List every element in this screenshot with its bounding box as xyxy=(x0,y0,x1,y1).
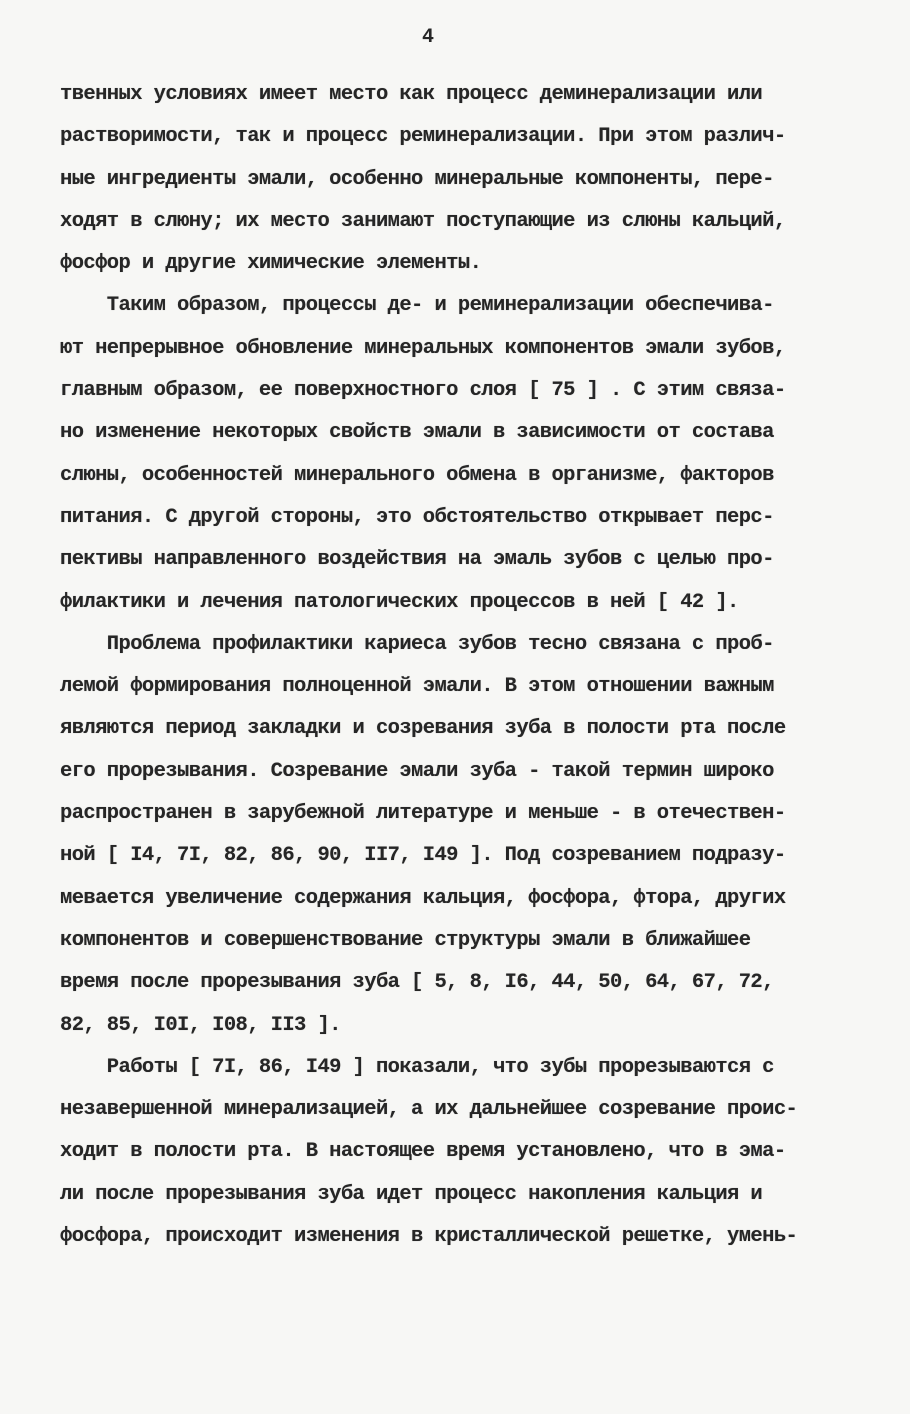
body-text xyxy=(60,74,860,1258)
text-line: лемой формирования полноценной эмали. В этом отношении важным xyxy=(60,675,774,699)
text-line: фосфора, происходит изменения в кристаллической решетке, умень- xyxy=(60,1225,798,1249)
text-line: незавершенной минерализацией, а их дальнейшее созревание проис- xyxy=(60,1098,798,1122)
text-line: компонентов и совершенствование структуры эмали в ближайшее xyxy=(60,928,751,952)
text-line: являются период закладки и созревания зуба в полости рта после xyxy=(60,717,786,741)
text-line: ные ингредиенты эмали, особенно минеральные компоненты, пере- xyxy=(60,167,774,191)
text-line: но изменение некоторых свойств эмали в зависимости от состава xyxy=(60,421,774,445)
page-number: 4 xyxy=(421,26,434,49)
text-line: филактики и лечения патологических процессов в ней [ 42 ]. xyxy=(60,590,739,614)
text-line: ли после прорезывания зуба идет процесс накопления кальция и xyxy=(60,1182,763,1206)
text-line: ют непрерывное обновление минеральных компонентов эмали зубов, xyxy=(60,336,786,360)
text-line: мевается увеличение содержания кальция, фосфора, фтора, других xyxy=(60,886,786,910)
text-line: Работы [ 7I, 86, I49 ] показали, что зубы прорезываются с xyxy=(60,1055,774,1079)
text-line: главным образом, ее поверхностного слоя [ 75 ] . С этим связа- xyxy=(60,379,786,403)
text-line: пективы направленного воздействия на эмаль зубов с целью про- xyxy=(60,548,774,572)
text-line: слюны, особенностей минерального обмена в организме, факторов xyxy=(60,463,774,487)
text-line: 82, 85, I0I, I08, II3 ]. xyxy=(60,1013,341,1037)
text-line: ной [ I4, 7I, 82, 86, 90, II7, I49 ]. Под созреванием подразу- xyxy=(60,844,786,868)
text-line: растворимости, так и процесс реминерализации. При этом различ- xyxy=(60,125,786,149)
text-line: ходят в слюну; их место занимают поступающие из слюны кальций, xyxy=(60,209,786,233)
text-line: твенных условиях имеет место как процесс деминерализации или xyxy=(60,83,763,106)
text-line: питания. С другой стороны, это обстоятельство открывает перс- xyxy=(60,505,774,529)
text-line: Таким образом, процессы де- и реминерализации обеспечива- xyxy=(60,294,774,318)
text-line: Проблема профилактики кариеса зубов тесно связана с проб- xyxy=(60,632,774,656)
text-line: ходит в полости рта. В настоящее время установлено, что в эма- xyxy=(60,1140,786,1164)
text-line: время после прорезывания зуба [ 5, 8, I6, 44, 50, 64, 67, 72, xyxy=(60,971,774,995)
text-line: распространен в зарубежной литературе и меньше - в отечествен- xyxy=(60,802,786,826)
text-line: его прорезывания. Созревание эмали зуба - такой термин широко xyxy=(60,759,774,783)
text-line: фосфор и другие химические элементы. xyxy=(60,252,482,276)
